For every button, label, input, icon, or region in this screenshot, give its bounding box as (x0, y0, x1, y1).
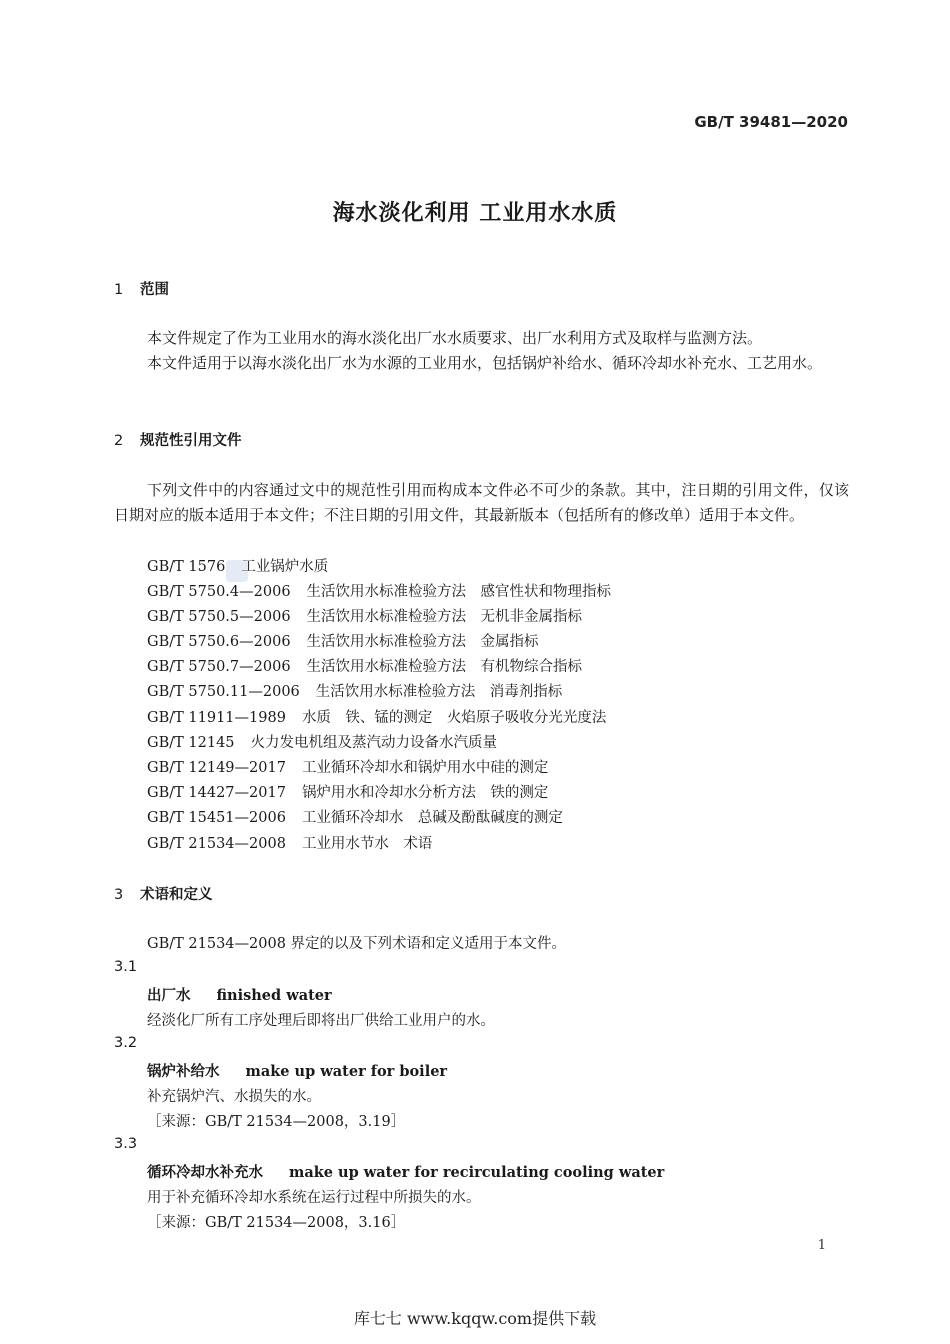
reference-item (147, 806, 563, 827)
reference-title: 火力发电机组及蒸汽动力设备水汽质量 (250, 735, 498, 751)
reference-code: GB/T 5750.4—2006 (147, 584, 291, 600)
term-number: 3.2 (114, 1035, 138, 1051)
term-definition: 补充锅炉汽、水损失的水。 (147, 1089, 321, 1105)
reference-item (147, 756, 548, 777)
reference-title: 工业用水节水 术语 (301, 836, 433, 852)
reference-item (147, 680, 562, 701)
reference-code: GB/T 12149—2017 (147, 760, 286, 776)
reference-title: 生活饮用水标准检验方法 感官性状和物理指标 (306, 584, 612, 600)
reference-title: 锅炉用水和冷却水分析方法 铁的测定 (301, 785, 549, 801)
term-en: make up water for recirculating cooling water (289, 1164, 665, 1181)
term-zh: 出厂水 (147, 987, 191, 1004)
reference-code: GB/T 5750.7—2006 (147, 659, 291, 675)
reference-title: 生活饮用水标准检验方法 无机非金属指标 (306, 609, 583, 625)
term-zh: 循环冷却水补充水 (147, 1164, 263, 1181)
reference-title: 工业循环冷却水 总碱及酚酞碱度的测定 (301, 810, 563, 826)
term-heading (147, 1060, 447, 1081)
reference-item (147, 832, 432, 853)
term-source: ［来源：GB/T 21534—2008，3.16］ (147, 1215, 406, 1231)
term-number: 3.3 (114, 1136, 138, 1152)
section-number: 2 (114, 433, 124, 449)
section-number: 1 (114, 282, 124, 298)
reference-code: GB/T 15451—2006 (147, 810, 286, 826)
reference-item (147, 706, 606, 727)
reference-title: 生活饮用水标准检验方法 有机物综合指标 (306, 659, 583, 675)
section-title: 术语和定义 (140, 887, 213, 903)
term-definition: 用于补充循环冷却水系统在运行过程中所损失的水。 (147, 1190, 481, 1206)
reference-item (147, 630, 539, 651)
section-3-heading (114, 883, 213, 904)
reference-title: 生活饮用水标准检验方法 金属指标 (306, 634, 539, 650)
standard-number: GB/T 39481—2020 (694, 113, 848, 131)
reference-code: GB/T 5750.11—2006 (147, 684, 300, 700)
reference-item (147, 605, 582, 626)
reference-code: GB/T 14427—2017 (147, 785, 286, 801)
reference-code: GB/T 5750.6—2006 (147, 634, 291, 650)
reference-item (147, 555, 328, 576)
terms-intro: GB/T 21534—2008 界定的以及下列术语和定义适用于本文件。 (147, 936, 567, 952)
reference-code: GB/T 5750.5—2006 (147, 609, 291, 625)
reference-code: GB/T 11911—1989 (147, 710, 286, 726)
term-en: finished water (216, 987, 332, 1004)
term-definition: 经淡化厂所有工序处理后即将出厂供给工业用户的水。 (147, 1013, 495, 1029)
section-number: 3 (114, 887, 124, 903)
section-1-heading (114, 278, 169, 299)
term-heading (147, 984, 332, 1005)
section-2-heading (114, 429, 242, 450)
reference-title: 工业锅炉水质 (241, 559, 329, 575)
reference-item (147, 580, 611, 601)
scope-paragraph-2: 本文件适用于以海水淡化出厂水为水源的工业用水，包括锅炉补给水、循环冷却水补充水、工艺用水。 (147, 354, 823, 372)
term-source: ［来源：GB/T 21534—2008，3.19］ (147, 1114, 406, 1130)
reference-title: 工业循环冷却水和锅炉用水中硅的测定 (301, 760, 549, 776)
term-heading (147, 1161, 664, 1182)
term-zh: 锅炉补给水 (147, 1063, 220, 1080)
reference-item (147, 731, 497, 752)
reference-code: GB/T 1576 (147, 559, 226, 575)
document-title: 海水淡化利用 工业用水水质 (332, 201, 618, 226)
reference-item (147, 781, 548, 802)
references-intro: 下列文件中的内容通过文中的规范性引用而构成本文件必不可少的条款。其中，注日期的引用文件，仅该日期对应的版本适用于本文件；不注日期的引用文件，其最新版本（包括所有的修改单）适用于本文件。 (114, 481, 849, 524)
footer-download-note: 库七七 www.kqqw.com提供下载 (353, 1309, 597, 1328)
section-title: 范围 (140, 282, 169, 298)
page-number: 1 (817, 1238, 826, 1253)
term-en: make up water for boiler (245, 1063, 448, 1080)
section-title: 规范性引用文件 (140, 433, 242, 449)
term-number: 3.1 (114, 959, 138, 975)
reference-title: 生活饮用水标准检验方法 消毒剂指标 (315, 684, 563, 700)
reference-code: GB/T 12145 (147, 735, 235, 751)
reference-code: GB/T 21534—2008 (147, 836, 286, 852)
scope-paragraph-1: 本文件规定了作为工业用水的海水淡化出厂水水质要求、出厂水利用方式及取样与监测方法。 (147, 329, 763, 347)
reference-item (147, 655, 582, 676)
reference-title: 水质 铁、锰的测定 火焰原子吸收分光光度法 (301, 710, 607, 726)
